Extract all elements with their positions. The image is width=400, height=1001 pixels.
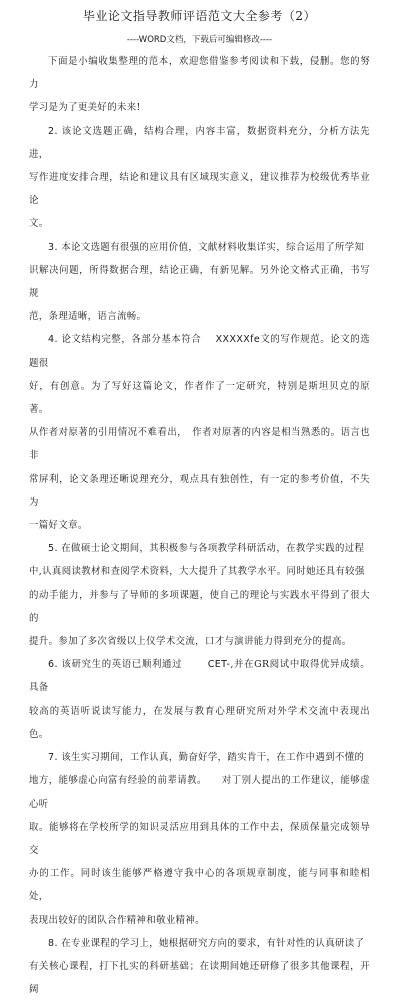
paragraph-number: 2. xyxy=(48,125,58,137)
paragraph-line: 取。能够将在学校所学的知识灵活应用到具体的工作中去，保质保量完成领导交 xyxy=(29,821,370,856)
paragraph-line: 较高的英语听说读写能力，在发展与教育心理研究所对外学术交流中表现出色。 xyxy=(29,705,370,740)
paragraph-line: 该论文选题正确，结构合理，内容丰富，数据资料充分，分析方法先进， xyxy=(29,125,370,160)
paragraph-line: 识解决问题，所得数据合理，结论正确，有新见解。另外论文格式正确，书写规 xyxy=(29,264,370,300)
document-subtitle: ----WORD文档，下载后可编辑修改---- xyxy=(126,35,273,45)
paragraph-line: 地方，能够虚心向富有经验的前辈请教。 对丁别人提出的工作建议，能够虚心听 xyxy=(29,775,370,810)
paragraph-latin-term: CET- xyxy=(207,659,231,671)
paragraph-number: 3. xyxy=(48,241,58,253)
paragraph-line: 下面是小编收集整理的范本，欢迎您借鉴参考阅读和下载，侵删。您的努力 xyxy=(29,56,370,91)
paragraph-line: 一篇好文章。 xyxy=(29,520,88,532)
document-title: 毕业论文指导教师评语范文大全参考（2） xyxy=(82,9,317,23)
paragraph-line: 该生实习期间，工作认真，勤奋好学，踏实肯干，在工作中遇到不懂的 xyxy=(61,752,365,764)
paragraph-line: 提升。参加了多次省级以上仪学术交流，口才与演讲能力得到充分的提高。 xyxy=(29,636,352,648)
paragraph-line: 的动手能力，并参与了导师的多项课题，使自己的理论与实践水平得到了很大的 xyxy=(29,589,370,624)
paragraph-number: 8. xyxy=(48,937,58,949)
paragraph-number: 7. xyxy=(48,752,58,764)
paragraph-intro xyxy=(29,50,370,120)
paragraph-6 xyxy=(29,653,370,746)
paragraph-line: 文的写作规范。论文的选题很 xyxy=(29,334,370,369)
paragraph-line: 有关核心课程，打下扎实的科研基础；在读期间她还研修了很多其他课程，开阔 xyxy=(29,960,370,996)
paragraph-line: 好，有创意。为了写好这篇论文，作者作了一定研究，特别是斯坦贝克的原著。 xyxy=(29,380,370,416)
paragraph-line: 表现出较好的团队合作精神和敬业精神。 xyxy=(29,914,205,926)
paragraph-number: 5. xyxy=(48,543,58,555)
paragraph-4 xyxy=(29,328,370,537)
paragraph-line: 论文结构完整，各部分基本符合 xyxy=(61,334,202,346)
paragraph-line: 从作者对原著的引用情况不难看出， 作者对原著的内容是相当熟悉的。语言也非 xyxy=(29,427,370,462)
paragraph-line: 中,认真阅读教材和查阅学术资料，大大提升了其教学水平。同时她还具有较强 xyxy=(29,566,365,578)
paragraph-line: 学习是为了更美好的未来! xyxy=(29,102,141,114)
paragraph-number: 4. xyxy=(48,334,58,346)
paragraph-line: 在做硕士论文期间，其积极参与各项教学科研活动，在教学实践的过程 xyxy=(61,543,365,555)
paragraph-line: 办的工作。同时该生能够严格遵守我中心的各项规章制度，能与同事和睦相处， xyxy=(29,868,370,903)
paragraph-line: 本论文选题有很强的应用价值，文献材料收集详实，综合运用了所学知 xyxy=(61,241,365,253)
paragraph-3 xyxy=(29,236,370,329)
paragraph-line: 在专业课程的学习上，她根据研究方向的要求，有针对性的认真研读了 xyxy=(61,937,365,949)
paragraph-5 xyxy=(29,537,370,653)
paragraph-line: 写作进度安排合理，结论和建议具有区域现实意义，建议推荐为校级优秀毕业论 xyxy=(29,172,370,207)
paragraph-7 xyxy=(29,746,370,932)
paragraph-line: 范，条理适晰，语言流畅。 xyxy=(29,311,147,323)
paragraph-line: 该研究生的英语已顺利通过 xyxy=(61,659,183,671)
paragraph-number: 6. xyxy=(48,659,58,671)
paragraph-line: 常屏利，论文条理还晰说理充分，观点具有独创性，有一定的参考价值，不失为 xyxy=(29,473,370,508)
paragraph-line: 文。 xyxy=(29,218,49,230)
paragraph-8 xyxy=(29,932,370,1001)
paragraph-latin-term: XXXXXfe xyxy=(215,334,261,346)
paragraph-2 xyxy=(29,120,370,236)
paragraph-line: ,并在GR阅试中取得优异成绩。具备 xyxy=(29,659,370,694)
